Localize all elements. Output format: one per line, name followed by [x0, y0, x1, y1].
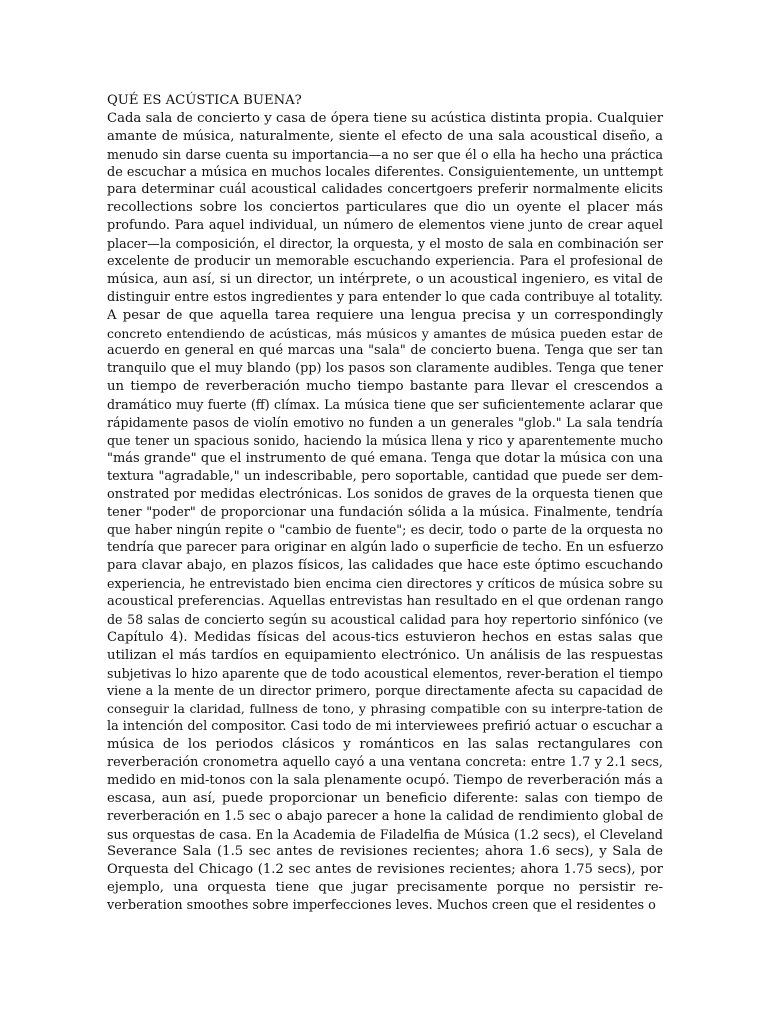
- text-line: recollections sobre los conciertos particulares que dio un oyente el placer más: [107, 200, 663, 216]
- text-line: distinguir entre estos ingredientes y para entender lo que cada contribuye al totality.: [107, 289, 663, 305]
- text-line: Orquesta del Chicago (1.2 sec antes de revisiones recientes; ahora 1.75 secs), por: [107, 862, 663, 878]
- text-line: música de los periodos clásicos y románticos en las salas rectangulares con: [107, 737, 663, 753]
- text-line: placer—la composición, el director, la orquesta, y el mosto de sala en combinación ser: [107, 236, 663, 252]
- text-line: Severance Sala (1.5 sec antes de revisiones recientes; ahora 1.6 secs), y Sala de: [107, 844, 663, 860]
- text-line: de escuchar a música en muchos locales diferentes. Consiguientemente, un unttempt: [107, 164, 663, 180]
- text-line: la intención del compositor. Casi todo de mi interviewees prefirió actuar o escuchar a: [107, 719, 663, 735]
- text-line: viene a la mente de un director primero, porque directamente afecta su capacidad de: [107, 683, 663, 699]
- text-line: menudo sin darse cuenta su importancia—a no ser que él o ella ha hecho una práctica: [107, 146, 663, 162]
- text-line: acuerdo en general en qué marcas una "sala" de concierto buena. Tenga que ser tan: [107, 343, 663, 359]
- text-line: subjetivas lo hizo aparente que de todo acoustical elementos, rever-beration el tiempo: [107, 665, 663, 681]
- document-body: [107, 92, 663, 915]
- text-line: tendría que parecer para originar en algún lado o superficie de techo. En un esfuerzo: [107, 540, 664, 556]
- text-line: Capítulo 4). Medidas físicas del acous-tics estuvieron hechos en estas salas que: [107, 629, 663, 645]
- text-line: de 58 salas de concierto según su acoustical calidad para hoy repertorio sinfónico (ve: [107, 611, 663, 627]
- text-line: medido en mid-tonos con la sala plenamente ocupó. Tiempo de reverberación más a: [107, 772, 663, 788]
- text-line: Cada sala de concierto y casa de ópera tiene su acústica distinta propia. Cualquier: [107, 110, 663, 126]
- text-line: excelente de producir un memorable escuchando experiencia. Para el profesional de: [107, 254, 663, 270]
- page-title: QUÉ ES ACÚSTICA BUENA?: [107, 93, 302, 108]
- text-line: textura "agradable," un indescribable, pero soportable, cantidad que puede ser dem-: [107, 468, 663, 484]
- text-line: verberation smoothes sobre imperfecciones leves. Muchos creen que el residentes o: [107, 898, 656, 914]
- text-line: un tiempo de reverberación mucho tiempo bastante para llevar el crescendos a: [107, 379, 663, 395]
- text-line: onstrated por medidas electrónicas. Los sonidos de graves de la orquesta tienen que: [107, 486, 663, 502]
- text-line: profundo. Para aquel individual, un número de elementos viene junto de crear aquel: [107, 218, 663, 234]
- text-line: para clavar abajo, en plazos físicos, las calidades que hace este óptimo escuchando: [107, 558, 663, 574]
- text-line: escasa, aun así, puede proporcionar un beneficio diferente: salas con tiempo de: [107, 790, 663, 806]
- text-line: que haber ningún repite o "cambio de fuente"; es decir, todo o parte de la orquesta no: [107, 522, 663, 538]
- text-line: A pesar de que aquella tarea requiere una lengua precisa y un correspondingly: [107, 307, 663, 323]
- text-line: reverberación en 1.5 sec o abajo parecer a hone la calidad de rendimiento global de: [107, 808, 664, 824]
- text-line: reverberación cronometra aquello cayó a una ventana concreta: entre 1.7 y 2.1 secs,: [107, 754, 663, 770]
- text-line: utilizan el más tardíos en equipamiento electrónico. Un análisis de las respuestas: [107, 647, 663, 663]
- text-line: experiencia, he entrevistado bien encima cien directores y críticos de música sobre su: [107, 576, 663, 592]
- text-line: ejemplo, una orquesta tiene que jugar precisamente porque no persistir re-: [107, 880, 663, 896]
- text-line: que tener un spacious sonido, haciendo la música llena y rico y aparentemente mucho: [107, 432, 663, 448]
- text-line: concreto entendiendo de acústicas, más músicos y amantes de música pueden estar de: [107, 325, 663, 341]
- text-line: "más grande" que el instrumento de qué emana. Tenga que dotar la música con una: [107, 450, 663, 466]
- text-line: acoustical preferencias. Aquellas entrevistas han resultado en el que ordenan rango: [107, 593, 664, 609]
- text-line: sus orquestas de casa. En la Academia de Filadelfia de Música (1.2 secs), el Cleveland: [107, 826, 663, 842]
- text-line: tener "poder" de proporcionar una fundación sólida a la música. Finalmente, tendría: [107, 504, 663, 520]
- article-text: [107, 110, 663, 915]
- text-line: rápidamente pasos de violín emotivo no funden a un generales "glob." La sala tendría: [107, 415, 663, 431]
- text-line: tranquilo que el muy blando (pp) los pasos son claramente audibles. Tenga que tener: [107, 361, 663, 377]
- text-line: amante de música, naturalmente, siente el efecto de una sala acoustical diseño, a: [107, 128, 663, 144]
- text-line: música, aun así, si un director, un intérprete, o un acoustical ingeniero, es vital de: [107, 271, 663, 287]
- text-line: dramático muy fuerte (ff) clímax. La música tiene que ser suficientemente aclarar que: [107, 397, 663, 413]
- text-line: para determinar cuál acoustical calidades concertgoers preferir normalmente elicits: [107, 182, 663, 198]
- text-line: conseguir la claridad, fullness de tono, y phrasing compatible con su interpre-tation de: [107, 701, 663, 717]
